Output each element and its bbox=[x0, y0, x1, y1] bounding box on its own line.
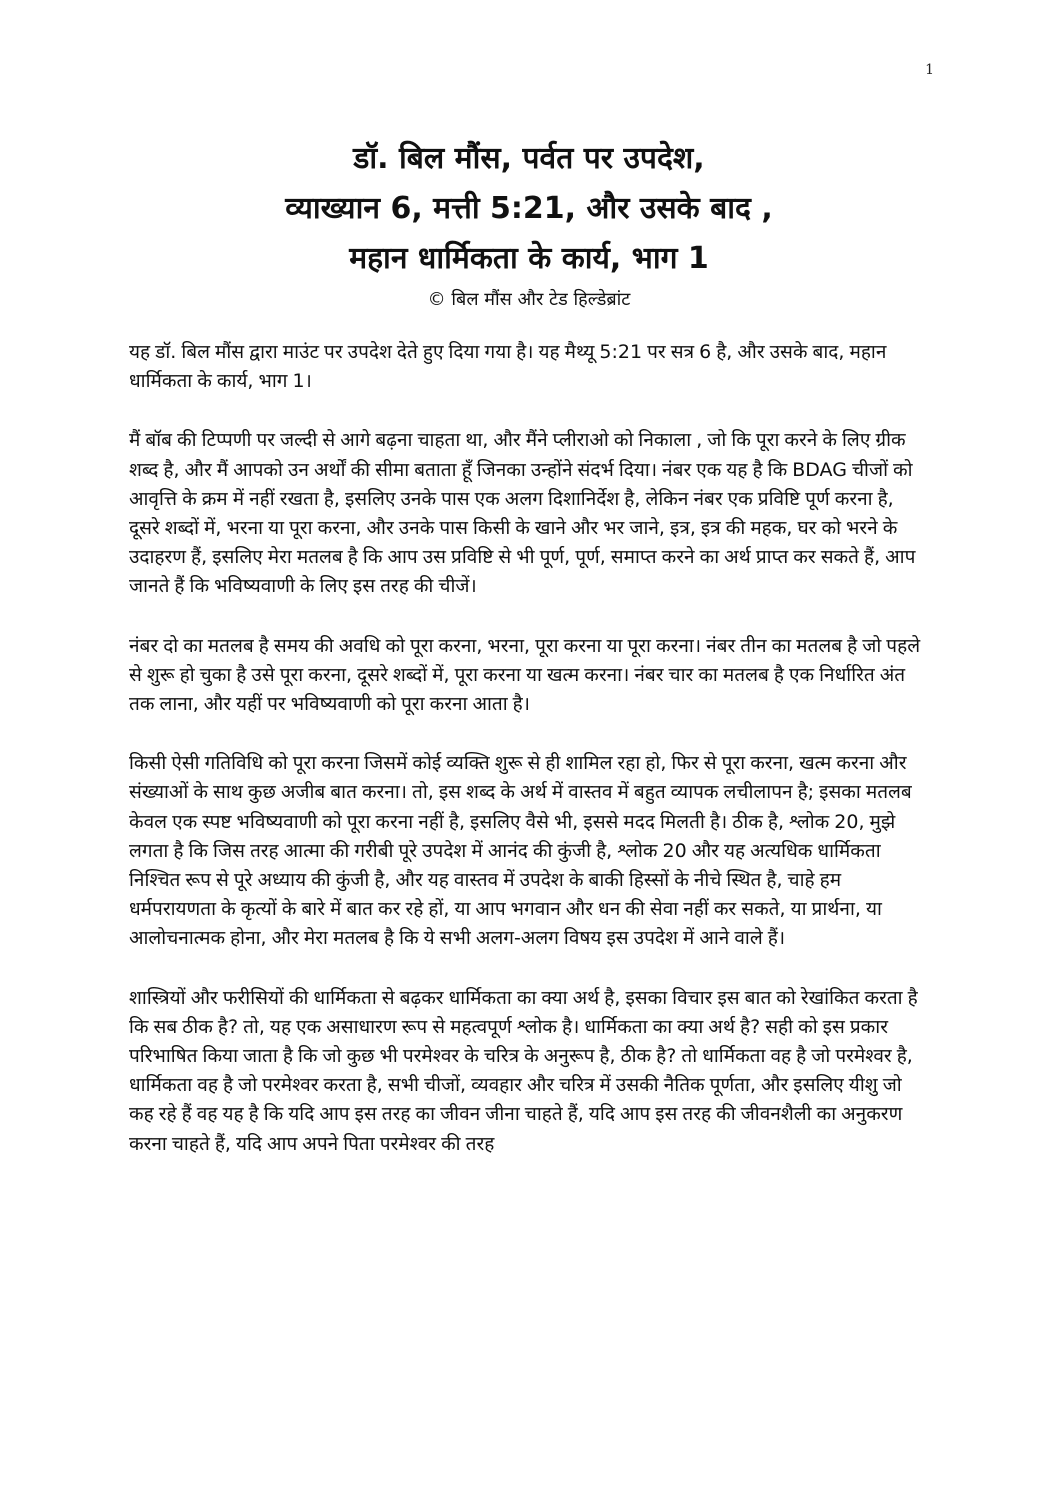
paragraph-4: किसी ऐसी गतिविधि को पूरा करना जिसमें कोई व्यक्ति शुरू से ही शामिल रहा हो, फिर से पूरा करना, खत्म करना और संख्याओं के साथ कुछ अजीब बात करना। तो, इस शब्द के अर्थ में वास्तव में बहुत व्यापक लचीलापन है; इसका मतलब केवल एक स्पष्ट भविष्यवाणी को पूरा करना नहीं है, इसलिए वैसे भी, इससे मदद मिलती है। ठीक है, श्लोक 20, मुझे लगता है कि जिस तरह आत्मा की गरीबी पूरे उपदेश में आनंद की कुंजी है, श्लोक 20 और यह अत्यधिक धार्मिकता निश्चित रूप से पूरे अध्याय की कुंजी है, और यह वास्तव में उपदेश के बाकी हिस्सों के नीचे स्थित है, चाहे हम धर्मपरायणता के कृत्यों के बारे में बात कर रहे हों, या आप भगवान और धन की सेवा नहीं कर सकते, या प्रार्थना, या आलोचनात्मक होना, और मेरा मतलब है कि ये सभी अलग-अलग विषय इस उपदेश में आने वाले हैं। bbox=[129, 752, 912, 950]
title-line-3: महान धार्मिकता के कार्य, भाग 1 bbox=[349, 241, 709, 276]
page-number: 1 bbox=[925, 62, 934, 78]
paragraph-3: नंबर दो का मतलब है समय की अवधि को पूरा करना, भरना, पूरा करना या पूरा करना। नंबर तीन का मतलब है जो पहले से शुरू हो चुका है उसे पूरा करना, दूसरे शब्दों में, पूरा करना या खत्म करना। नंबर चार का मतलब है एक निर्धारित अंत तक लाना, और यहीं पर भविष्यवाणी को पूरा करना आता है। bbox=[129, 634, 921, 716]
paragraph-1: यह डॉ. बिल मौंस द्वारा माउंट पर उपदेश देते हुए दिया गया है। यह मैथ्यू 5:21 पर सत्र 6 है, और उसके बाद, महान धार्मिकता के कार्य, भाग 1। bbox=[129, 341, 887, 393]
paragraph-2: मैं बॉब की टिप्पणी पर जल्दी से आगे बढ़ना चाहता था, और मैंने प्लीराओ को निकाला , जो कि पूरा करने के लिए ग्रीक शब्द है, और मैं आपको उन अर्थों की सीमा बताता हूँ जिनका उन्होंने संदर्भ दिया। नंबर एक यह है कि BDAG चीजों को आवृत्ति के क्रम में नहीं रखता है, इसलिए उनके पास एक अलग दिशानिर्देश है, लेकिन नंबर एक प्रविष्टि पूर्ण करना है, दूसरे शब्दों में, भरना या पूरा करना, और उनके पास किसी के खाने और भर जाने, इत्र, इत्र की महक, घर को भरने के उदाहरण हैं, इसलिए मेरा मतलब है कि आप उस प्रविष्टि से भी पूर्ण, पूर्ण, समाप्त करने का अर्थ प्राप्त कर सकते हैं, आप जानते हैं कि भविष्यवाणी के लिए इस तरह की चीजें। bbox=[129, 429, 916, 598]
title-line-1: डॉ. बिल मौंस, पर्वत पर उपदेश, bbox=[353, 141, 705, 176]
document-body bbox=[129, 338, 929, 1189]
title-line-2: व्याख्यान 6, मत्ती 5:21, और उसके बाद , bbox=[285, 191, 773, 226]
paragraph-5: शास्त्रियों और फरीसियों की धार्मिकता से बढ़कर धार्मिकता का क्या अर्थ है, इसका विचार इस बात को रेखांकित करता है कि सब ठीक है? तो, यह एक असाधारण रूप से महत्वपूर्ण श्लोक है। धार्मिकता का क्या अर्थ है? सही को इस प्रकार परिभाषित किया जाता है कि जो कुछ भी परमेश्वर के चरित्र के अनुरूप है, ठीक है? तो धार्मिकता वह है जो परमेश्वर है, धार्मिकता वह है जो परमेश्वर करता है, सभी चीजों, व्यवहार और चरित्र में उसकी नैतिक पूर्णता, और इसलिए यीशु जो कह रहे हैं वह यह है कि यदि आप इस तरह का जीवन जीना चाहते हैं, यदि आप इस तरह की जीवनशैली का अनुकरण करना चाहते हैं, यदि आप अपने पिता परमेश्वर की तरह bbox=[129, 986, 918, 1155]
copyright-line: © बिल मौंस और टेड हिल्डेब्रांट bbox=[427, 289, 631, 310]
document-title bbox=[90, 134, 968, 314]
